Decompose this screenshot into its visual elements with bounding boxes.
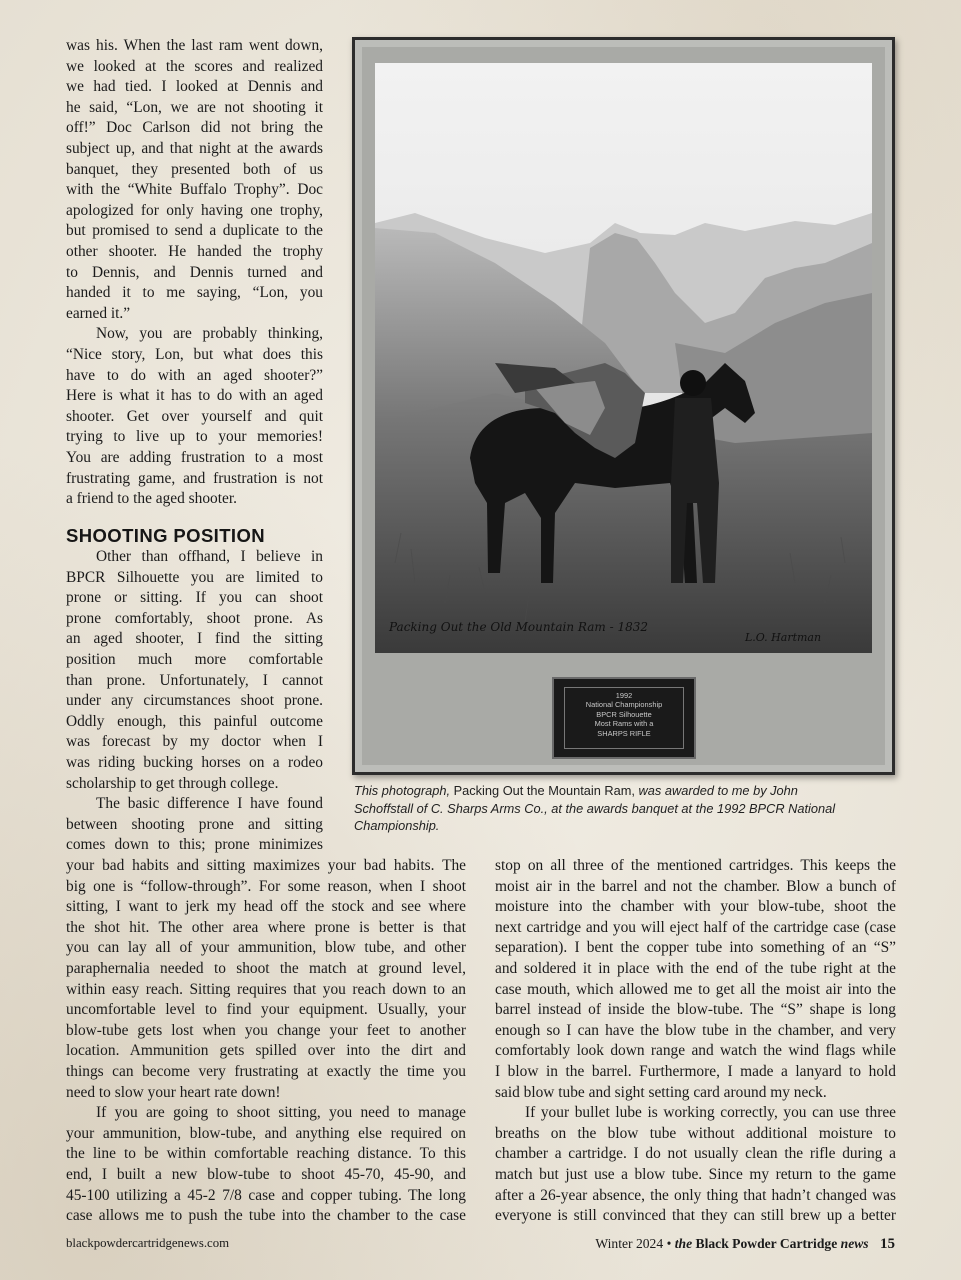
text-line: off!” Doc Carlson did not bring the [66,119,323,137]
text-line: You are adding frustration to a most [66,449,323,466]
text-line: everyone is still convinced that they can still brew up a better [495,1207,896,1225]
plaque-line: 1992 [615,691,633,700]
photograph [375,63,872,653]
text-line: said blow tube and sight setting card around my neck. [495,1083,827,1101]
text-line: need to slow your heart rate down! [66,1083,281,1101]
text-line: with the “White Buffalo Trophy”. Doc [66,181,323,199]
photo-inscription: Packing Out the Old Mountain Ram - 1832 [389,620,648,634]
plaque-line: Most Rams with a [594,719,654,729]
text-line: moisture into the chamber with your blow-tube, shoot the [495,898,896,916]
text-line: frustrating game, and frustration is not [66,469,323,487]
text-line: the shot hit. The other area where prone is better is that [66,918,466,936]
text-line: a friend to the aged shooter. [66,490,237,508]
page-number: 15 [880,1236,895,1252]
photo-signature: L.O. Hartman [745,631,822,644]
text-line: big one is “follow-through”. For some reason, when I shoot [66,877,466,895]
text-line: end, I built a new blow-tube to shoot 45-70, 45-90, and [66,1166,466,1183]
text-line: was riding bucking horses on a rodeo [66,754,323,771]
text-line: was forecast by my doctor when I [66,733,323,751]
text-line: moist air in the barrel and not the chamber. Blow a bunch of [495,877,896,895]
text-line: Now, you are probably thinking, [96,325,323,343]
text-line: location. Ammunition gets spilled over into the dirt and [66,1042,466,1060]
text-line: BPCR Silhouette you are limited to [66,568,323,586]
text-line: within easy reach. Sitting requires that you reach down to an [66,980,466,998]
text-line: “Nice story, Lon, but what does this [66,346,323,363]
text-line: Oddly enough, this painful outcome [66,712,323,730]
text-line: prone comfortably, shoot prone. As [66,609,323,627]
photo-caption: This photograph, Packing Out the Mountain Ram, was awarded to me by John Schoffstall of C. Sharps Arms Co., at the awards banquet at the 1992 BPCR National Championship. [354,783,836,833]
text-line: trying to live up to your memories! [66,428,323,446]
text-line: I blow in the barrel. Furthermore, I made a lanyard to hold [495,1063,896,1080]
text-line: prone or sitting. If you can shoot [66,589,323,607]
text-line: separation). I bent the copper tube into something of an “S” [495,939,896,957]
caption-title: Packing Out the Mountain Ram, [453,783,635,798]
text-line: you can lay all of your ammunition, blow tube, and other [66,939,466,957]
text-line: to Dennis, and Dennis turned and [66,263,323,281]
text-line: enough so I can have the blow tube in the chamber, and very [495,1021,896,1039]
text-line: Here is what it has to do with an aged [66,387,323,405]
text-line: case allows me to push the tube into the chamber to the case [66,1207,466,1225]
text-line: next cartridge and you will eject half of the cartridge case (case [495,918,896,936]
text-line: but promised to send a duplicate to the [66,222,323,240]
text-line: comes down to this; prone minimizes [66,836,323,854]
text-line: position much more comfortable [66,651,323,668]
text-line: chamber a cartridge. I do not usually clean the rifle during a [495,1145,896,1163]
text-line: and soldered it in place with the end of the tube right at the [495,960,896,977]
text-line: paraphernalia needed to shoot the match at ground level, [66,960,466,977]
text-line: The basic difference I have found [96,795,323,813]
text-line: 45-100 utilizing a 45-2 7/8 case and copper tubing. The long [66,1186,466,1204]
text-line: an aged shooter, I find the sitting [66,630,323,648]
award-plaque [552,677,696,759]
text-line: than prone. Unfortunately, I cannot [66,671,323,689]
section-heading: SHOOTING POSITION [66,525,266,546]
plaque-line: National Championship [585,700,663,710]
text-line: barrel instead of inside the blow-tube. The “S” shape is long [495,1001,896,1019]
text-line: shooter. Get over yourself and quit [66,407,323,425]
text-line: after a 26-year absence, the only thing that hadn’t changed was [495,1186,896,1204]
text-line: apologized for only having one trophy, [66,201,323,219]
text-line: If you are going to shoot sitting, you need to manage [96,1104,466,1122]
footer-folio: Winter 2024 • the Black Powder Cartridge news 15 [595,1236,895,1252]
text-line: things can become very frustrating at exactly the time you [66,1063,466,1080]
text-line: between shooting prone and sitting [66,815,323,833]
text-line: sitting, I want to jerk my head off the stock and see where [66,898,466,916]
text-line: scholarship to get through college. [66,774,279,792]
text-line: banquet, they presented both of us [66,160,323,178]
text-line: blow-tube gets lost when you change your feet to another [66,1021,466,1039]
text-line: under any circumstances shoot prone. [66,692,323,710]
text-line: your ammunition, blow-tube, and anything else required on [66,1124,466,1142]
text-line: he said, “Lon, we are not shooting it [66,98,323,116]
text-line: earned it.” [66,304,131,322]
framed-photograph [352,37,895,775]
text-line: handed it to me saying, “Lon, you [66,284,323,302]
text-line: was his. When the last ram went down, [66,37,323,54]
text-line: stop on all three of the mentioned cartridges. This keeps the [495,857,896,874]
text-line: subject up, and that night at the awards [66,140,323,157]
text-line: we looked at the scores and realized [66,57,323,75]
text-line: have to do with an aged shooter?” [66,366,323,384]
text-line: case mouth, which allowed me to get all the moist air into the [495,980,896,998]
text-line: If your bullet lube is working correctly, you can use three [525,1104,896,1122]
text-line: uncomfortable level to find your equipment. Usually, your [66,1001,466,1019]
text-line: match but just use a blow tube. Since my return to the game [495,1166,896,1183]
text-line: the line to be within comfortable reaching distance. To this [66,1145,466,1163]
text-line: Other than offhand, I believe in [96,548,323,565]
footer-website: blackpowdercartridgenews.com [66,1236,230,1250]
text-line: breaths on the blow tube without additional moisture to [495,1124,896,1142]
plaque-line: SHARPS RIFLE [597,728,651,738]
text-line: your bad habits and sitting maximizes your bad habits. The [66,857,466,874]
text-line: we had tied. I looked at Dennis and [66,78,323,96]
text-line: other shooter. He handed the trophy [66,243,323,260]
plaque-line: BPCR Silhouette [596,709,652,719]
text-line: comfortably look down range and watch the wind flags while [495,1042,896,1060]
